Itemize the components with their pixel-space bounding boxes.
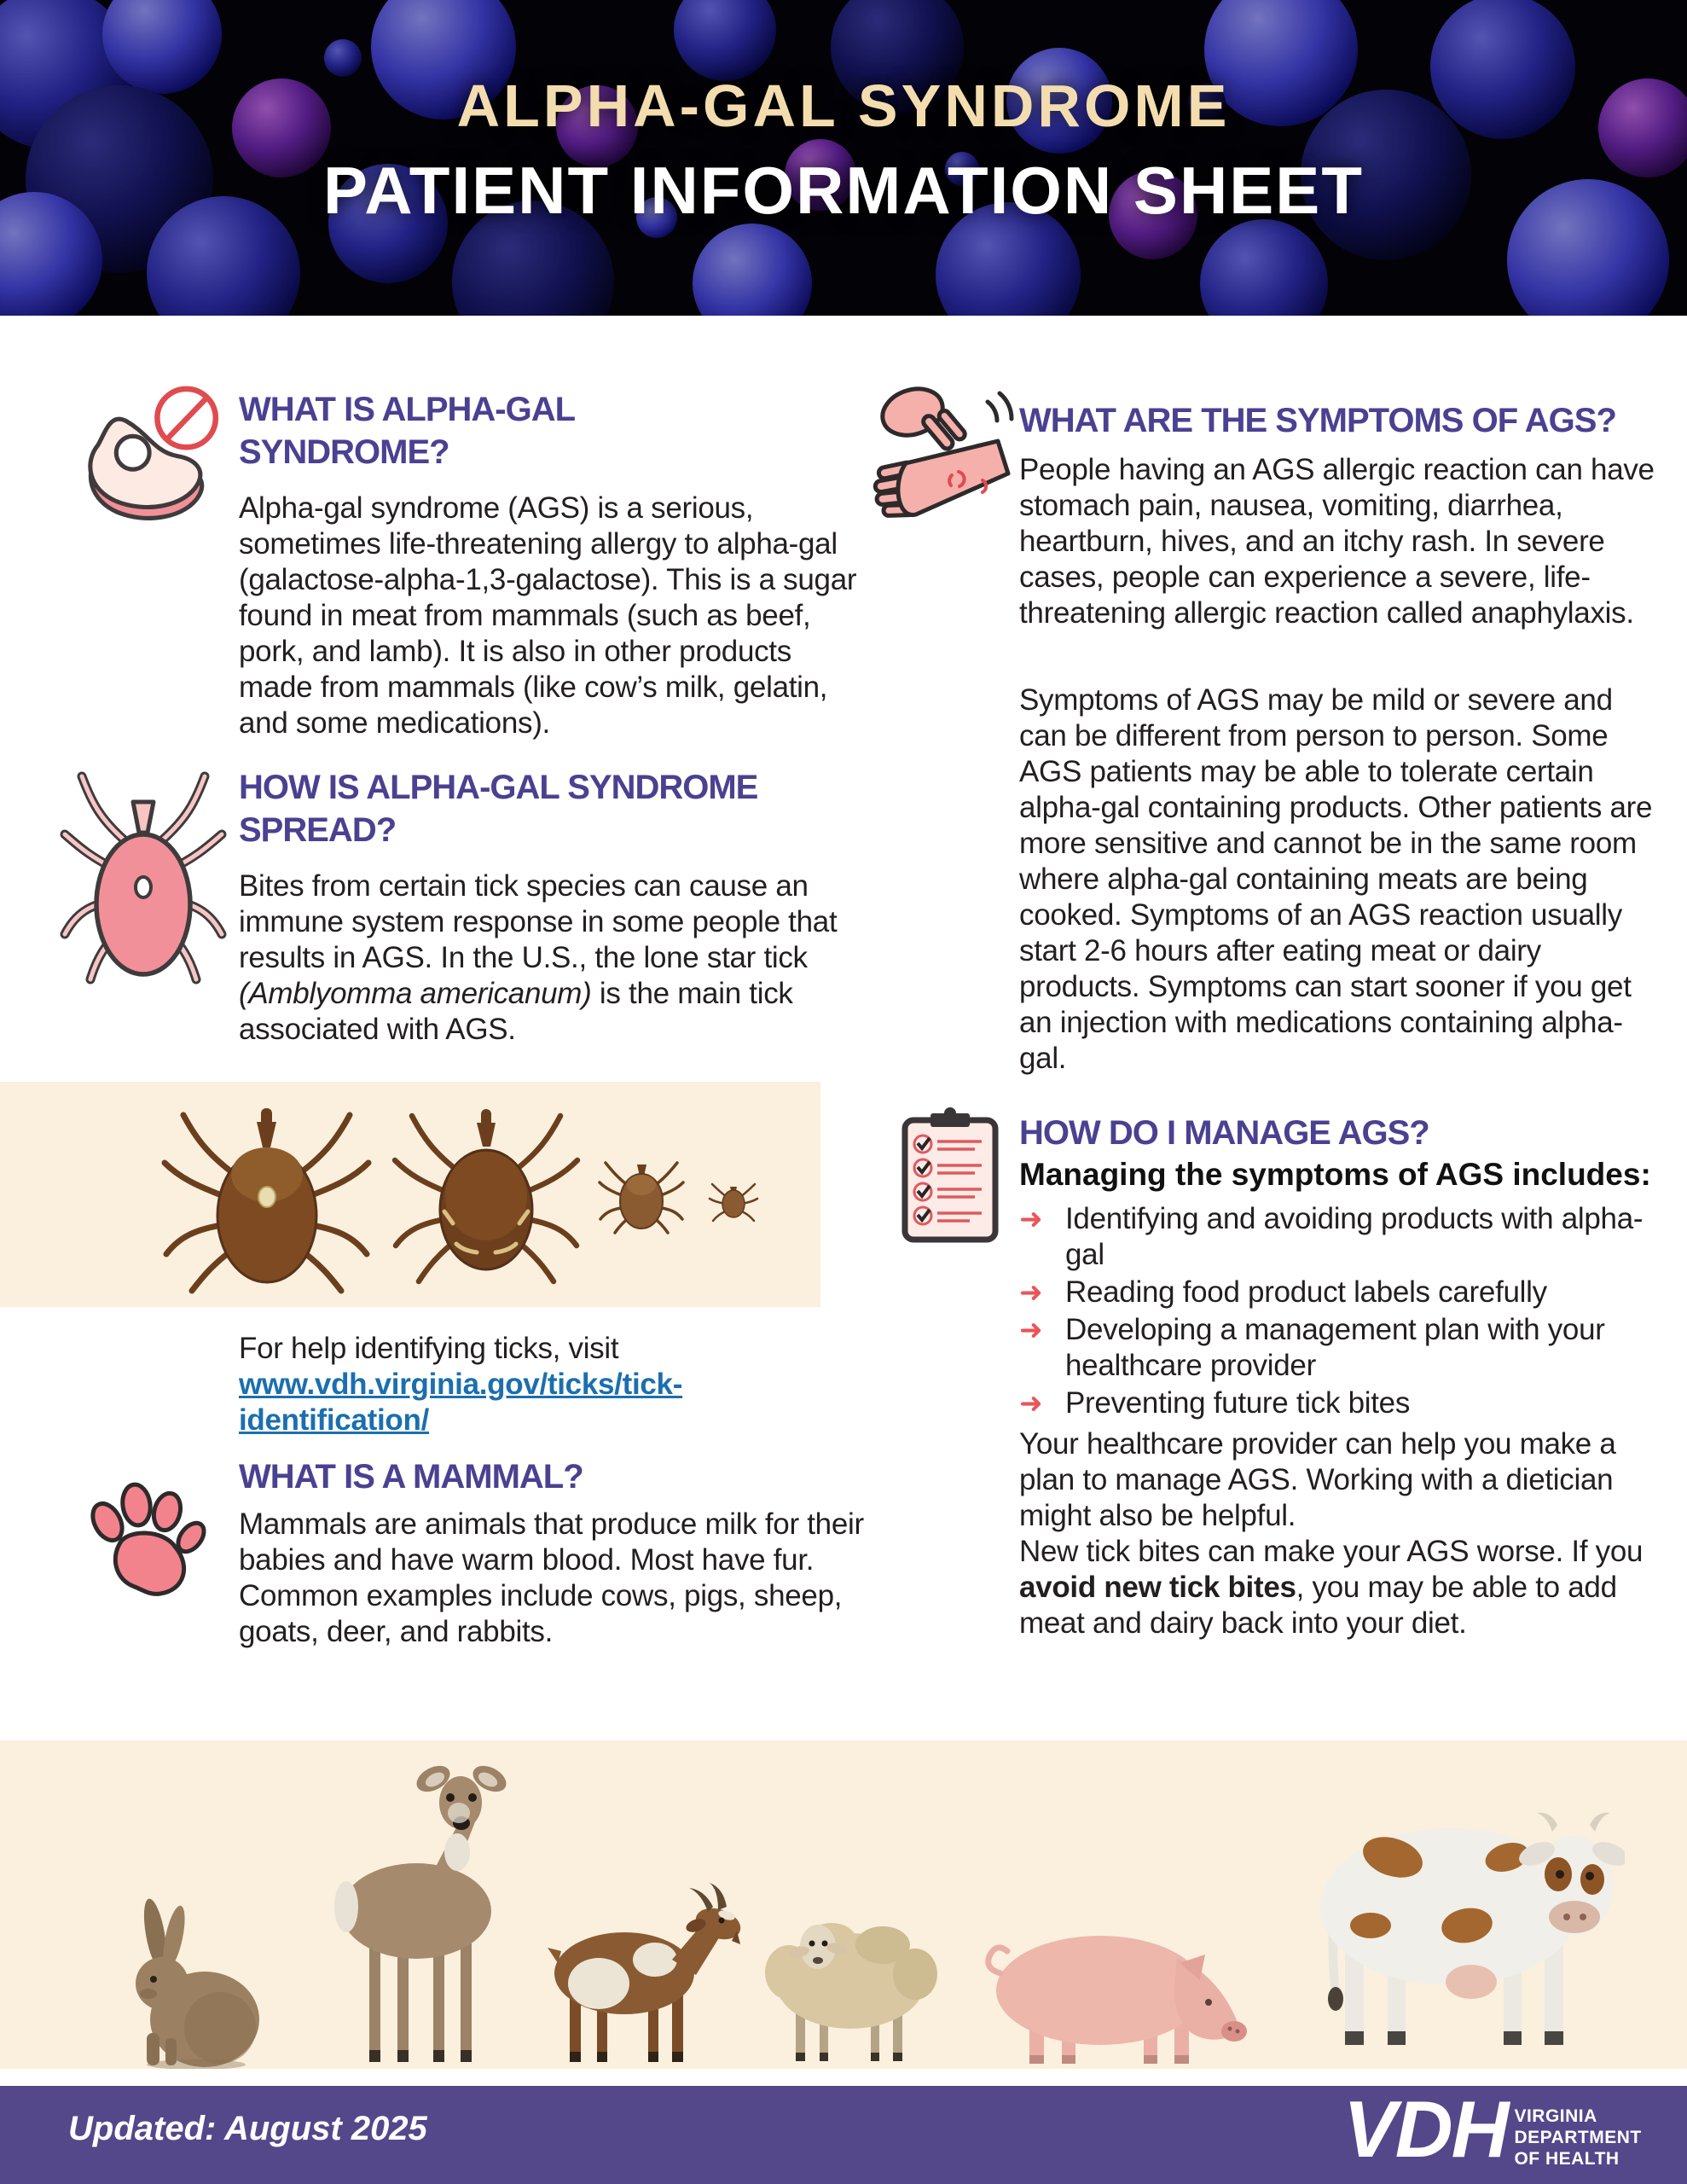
goat-image: [529, 1881, 742, 2069]
bullet-text: Preventing future tick bites: [1065, 1386, 1411, 1420]
manage-paragraph-1: Your healthcare provider can help you make a plan to manage AGS. Working with a dietician might also be helpful.: [1019, 1427, 1616, 1532]
updated-date: Updated: August 2025: [68, 2110, 427, 2147]
adult-male-lone-star-tick-image: [388, 1101, 584, 1288]
mammal-examples-band: [0, 1740, 1687, 2069]
section-body-what-is-mammal: Mammals are animals that produce milk for their babies and have warm blood. Most have fur. Common examples include cows, pigs, sheep, goats, deer, and rabbits.: [239, 1507, 864, 1648]
list-item: [1019, 1312, 1672, 1384]
nymph-tick-image: [597, 1154, 687, 1235]
cow-image: [1292, 1779, 1625, 2069]
section-body-what-is-ags: Alpha-gal syndrome (AGS) is a serious, sometimes life-threatening allergy to alpha-gal (galactose-alpha-1,3-galactose). This is a sugar found in meat from mammals (such as beef, pork, and lamb). It is also in other products made from mammals (like cow’s milk, gelatin, and some medications).: [239, 491, 857, 740]
vdh-logo-line: DEPARTMENT: [1514, 2127, 1642, 2147]
bullet-text: Identifying and avoiding products with alpha-gal: [1065, 1202, 1644, 1271]
tick-identification-link[interactable]: www.vdh.virginia.gov/ticks/tick-identification/: [239, 1368, 683, 1437]
manage-bullet-list: [1019, 1201, 1672, 1423]
list-item: [1019, 1385, 1672, 1421]
section-heading-what-is-mammal: WHAT IS A MAMMAL?: [239, 1458, 583, 1496]
vdh-logo-acronym: VDH: [1343, 2084, 1508, 2174]
bullet-text: Reading food product labels carefully: [1065, 1275, 1547, 1309]
list-item: [1019, 1201, 1672, 1273]
symptoms-paragraph-1: People having an AGS allergic reaction can have stomach pain, nausea, vomiting, diarrhea, heartburn, hives, and an itchy rash. In severe cases, people can experience a severe, life-threatening allergic reaction called anaphylaxis.: [1019, 453, 1655, 630]
tick-icon: [58, 759, 229, 994]
arrow-bullet-icon: ➜: [1019, 1387, 1043, 1419]
avoid-tick-bites-emphasis: avoid new tick bites: [1019, 1571, 1296, 1604]
manage-text: New tick bites can make your AGS worse. If you: [1019, 1535, 1644, 1568]
checklist-clipboard-icon: [900, 1107, 1000, 1245]
section-body-how-spread: [239, 868, 866, 1048]
tick-help-text: For help identifying ticks, visit: [239, 1332, 619, 1365]
vdh-logo-text: [1514, 2088, 1641, 2169]
section-heading-manage: HOW DO I MANAGE AGS?: [1019, 1114, 1429, 1152]
manage-text-end: , you may be able to add meat and dairy back into your diet.: [1019, 1571, 1617, 1640]
bullet-text: Developing a management plan with your healthcare provider: [1065, 1313, 1605, 1382]
vdh-logo: [1343, 2084, 1642, 2174]
symptoms-paragraph-2: Symptoms of AGS may be mild or severe and can be different from person to person. Some AGS patients may be able to tolerate certain alpha-gal containing products. Other patients are more sensitive and cannot be in the same room where alpha-gal containing meats are being cooked. Symptoms of an AGS reaction usually start 2-6 hours after eating meat or dairy products. Symptoms can start sooner if you get an injection with medications containing alpha-gal.: [1019, 683, 1653, 1075]
section-heading-what-is-ags: WHAT IS ALPHA-GAL SYNDROME?: [239, 391, 575, 471]
vdh-logo-line: VIRGINIA: [1514, 2106, 1597, 2126]
tick-species-name: (Amblyomma americanum): [239, 977, 592, 1010]
deer-image: [281, 1753, 537, 2069]
adult-female-lone-star-tick-image: [158, 1096, 375, 1297]
sheep-image: [746, 1911, 955, 2069]
manage-intro: Managing the symptoms of AGS includes:: [1019, 1157, 1651, 1192]
section-heading-symptoms: WHAT ARE THE SYMPTOMS OF AGS?: [1019, 402, 1616, 439]
page-title-line2: PATIENT INFORMATION SHEET: [323, 153, 1364, 228]
pig-image: [977, 1924, 1258, 2069]
vdh-logo-line: OF HEALTH: [1514, 2148, 1620, 2169]
larva-tick-image: [708, 1180, 759, 1224]
rabbit-image: [119, 1898, 264, 2069]
how-spread-text: Bites from certain tick species can cause an immune system response in some people that results in AGS. In the U.S., the lone star tick: [239, 869, 838, 974]
arrow-bullet-icon: ➜: [1019, 1314, 1043, 1345]
arrow-bullet-icon: ➜: [1019, 1203, 1043, 1234]
section-heading-how-spread: HOW IS ALPHA-GAL SYNDROME SPREAD?: [239, 769, 758, 849]
footer-bar: [0, 2086, 1687, 2184]
tick-identification-help: [239, 1331, 836, 1438]
list-item: [1019, 1275, 1672, 1310]
tick-size-comparison-band: [0, 1082, 820, 1307]
manage-paragraph-2: [1019, 1534, 1666, 1641]
how-spread-text-end: is the main tick associated with AGS.: [239, 977, 793, 1046]
no-meat-icon: [67, 380, 224, 542]
arrow-bullet-icon: ➜: [1019, 1276, 1043, 1308]
itchy-skin-scratch-icon: [863, 380, 1017, 533]
header-banner: [0, 0, 1687, 316]
paw-icon: [75, 1469, 212, 1606]
page-title-line1: ALPHA-GAL SYNDROME: [456, 73, 1231, 139]
